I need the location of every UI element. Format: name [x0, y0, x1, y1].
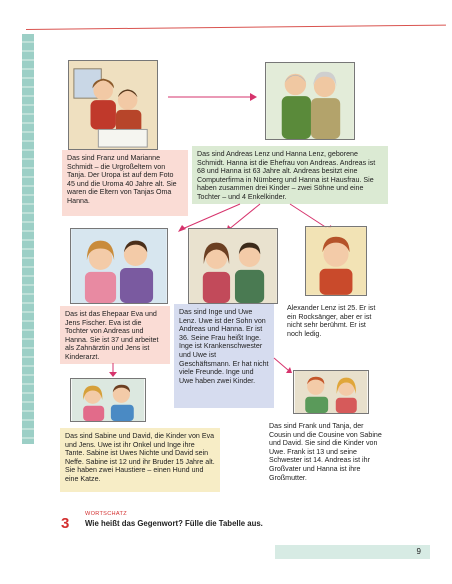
- grandparents-illustration: [266, 63, 354, 139]
- text-box-andreas-hanna: Das sind Andreas Lenz und Hanna Lenz, geborene Schmidt. Hanna ist die Ehefrau von Andreas. Andreas ist 68 und Hanna ist 63 Jahre alt. Andreas besitzt eine Computerfirma in Nürnberg und Hanna ist Hausfrau. Sie haben zusammen drei Kinder – zwei Söhne und eine Tochter – und 4 Enkelkinder.: [192, 146, 388, 204]
- exercise-category-label: WORTSCHATZ: [85, 511, 127, 517]
- arrow-inge-uwe-to-children: [272, 356, 294, 376]
- exercise-task: Wie heißt das Gegenwort? Fülle die Tabelle aus.: [85, 519, 263, 528]
- text-box-alexander: Alexander Lenz ist 25. Er ist ein Rocksänger, aber er ist nicht sehr berühmt. Er ist noch ledig.: [287, 304, 376, 338]
- great-grandparents-illustration: [69, 61, 157, 149]
- franz-marianne-picture: [68, 60, 158, 150]
- alexander-illustration: [306, 227, 366, 295]
- frank-tanja-picture: [293, 370, 369, 414]
- eva-jens-picture: [70, 228, 168, 304]
- text-box-franz-marianne: Das sind Franz und Marianne Schmidt – die Urgroßeltern von Tanja. Der Uropa ist auf dem Foto 45 und die Uroma 40 Jahre alt. Sie waren die Eltern von Tanjas Oma Hanna.: [62, 150, 188, 216]
- inge-uwe-picture: [188, 228, 278, 304]
- text-box-sabine-david: Das sind Sabine und David, die Kinder von Eva und Jens. Uwe ist ihr Onkel und Inge ihre Tante. Sabine ist Uwes Nichte und David sein Neffe. Sabine ist 12 und ihr Bruder 15 Jahre alt. Sie haben zwei Haustiere – einen Hund und eine Katze.: [60, 428, 220, 492]
- arrow-eva-jens-to-children: [108, 362, 118, 378]
- sabine-david-illustration: [71, 379, 145, 421]
- text-box-inge-uwe: Das sind Inge und Uwe Lenz. Uwe ist der Sohn von Andreas und Hanna. Er ist 36. Seine Frau heißt Inge. Inge ist Krankenschwester und Uwe ist Geschäftsmann. Er hat nicht viele Freunde. Inge und Uwe haben zwei Kinder.: [174, 304, 274, 408]
- arrow-great-grandparents-to-grandparents: [166, 90, 258, 104]
- sabine-david-picture: [70, 378, 146, 422]
- text-box-eva-jens: Das ist das Ehepaar Eva und Jens Fischer. Eva ist die Tochter von Andreas und Hanna. Sie ist 37 und arbeitet als Zahnärztin und Jens ist Kinderarzt.: [60, 306, 170, 364]
- alexander-picture: [305, 226, 367, 296]
- side-decoration-bar: [22, 34, 34, 444]
- top-rule: [26, 25, 446, 30]
- page-number: 9: [416, 547, 421, 556]
- andreas-hanna-picture: [265, 62, 355, 140]
- frank-tanja-illustration: [294, 371, 368, 413]
- exercise-number: 3: [61, 515, 70, 532]
- text-box-frank-tanja: Das sind Frank und Tanja, der Cousin und die Cousine von Sabine und David. Sie sind die Kinder von Uwe. Frank ist 13 und seine Schwester ist 14. Andreas ist ihr Großvater und Hanna ist ihre Großmutter.: [269, 422, 382, 482]
- eva-jens-illustration: [71, 229, 167, 303]
- page-number-bar: [275, 545, 430, 559]
- inge-uwe-illustration: [189, 229, 277, 303]
